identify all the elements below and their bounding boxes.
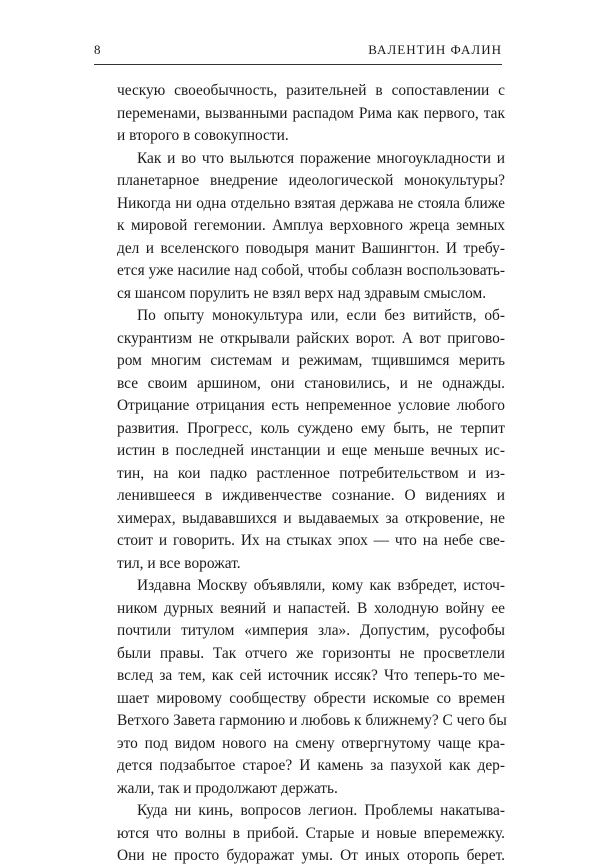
text-line: стоит и говорить. Их на стыках эпох — что на небе све-: [117, 532, 505, 549]
paragraph: [117, 575, 505, 800]
page-header: [94, 42, 502, 62]
text-line: ется уже насилие над собой, чтобы соблазн воспользовать-: [117, 262, 505, 279]
page-number: 8: [94, 42, 101, 57]
text-line: были правы. Так отчего же горизонты не просветлели: [117, 644, 505, 662]
text-line: скурантизм не открывали райских ворот. А вот пригово-: [117, 329, 505, 347]
text-line: тин, на кои падко растленное потребительством и из-: [117, 464, 505, 482]
text-line: химерах, выдававшихся и выдаваемых за откровение, не: [117, 509, 505, 527]
text-line: переменами, вызванными распадом Рима как первого, так: [117, 104, 505, 122]
text-line: жали, так и продолжают держать.: [117, 779, 338, 797]
paragraph: [117, 148, 505, 306]
text-line: вслед за тем, как сей источник иссяк? Что теперь-то ме-: [117, 667, 505, 684]
text-line: истин в последней инстанции и еще меньше вечных ис-: [117, 442, 505, 459]
text-line: Издавна Москву объявляли, кому как взбредет, источ-: [137, 577, 505, 594]
text-line: дел и вселенского поводыря манит Вашингтон. И требу-: [117, 239, 505, 257]
text-line: Отрицание отрицания есть непременное условие любого: [117, 397, 505, 414]
text-line: это под видом нового на смену отвергнутому чаще кра-: [117, 734, 505, 752]
text-line: почтили титулом «империя зла». Допустим, русофобы: [117, 622, 505, 639]
text-line: ром многим системам и режимам, тщившимся мерить: [117, 352, 505, 369]
text-line: планетарное внедрение идеологической монокультуры?: [117, 172, 505, 189]
running-head: ВАЛЕНТИН ФАЛИН: [368, 42, 502, 57]
text-line: шает мировому сообществу обрести искомые со времен: [117, 689, 505, 707]
text-line: ческую своеобычность, разительней в сопоставлении с: [117, 82, 505, 99]
text-line: ся шансом порулить не взял верх над здравым смыслом.: [117, 284, 487, 302]
text-line: все своим аршином, они становились, и не однажды.: [117, 374, 505, 392]
text-line: Никогда ни одна отдельно взятая держава не стояла ближе: [117, 194, 505, 212]
paragraph: [117, 305, 505, 575]
text-line: ленившееся в иждивенчестве сознание. О видениях и: [117, 487, 505, 504]
text-line: По опыту монокультура или, если без витийств, об-: [137, 307, 505, 324]
text-line: Как и во что выльются поражение многоукладности и: [137, 149, 505, 167]
text-line: ником дурных веяний и напастей. В холодную войну ее: [117, 599, 505, 617]
header-rule: [94, 64, 502, 65]
text-line: развития. Прогресс, коль суждено ему быть, не терпит: [117, 419, 505, 437]
text-line: Ветхого Завета гармонию и любовь к ближнему? С чего бы: [117, 712, 507, 729]
paragraph: [117, 800, 505, 868]
text-line: к мировой гегемонии. Амплуа верховного жреца земных: [117, 217, 505, 234]
text-line: и второго в совокупности.: [117, 127, 289, 144]
text-line: Они не просто будоражат умы. От иных оторопь берет.: [117, 847, 505, 864]
paragraph: [117, 80, 505, 148]
text-line: Куда ни кинь, вопросов легион. Проблемы накатыва-: [137, 802, 505, 819]
text-line: тил, и все ворожат.: [117, 554, 241, 572]
text-line: ются что волны в прибой. Старые и новые вперемежку.: [117, 824, 505, 842]
text-line: дется подзабытое старое? И камень за пазухой как дер-: [117, 757, 505, 774]
body-text: [117, 80, 505, 868]
